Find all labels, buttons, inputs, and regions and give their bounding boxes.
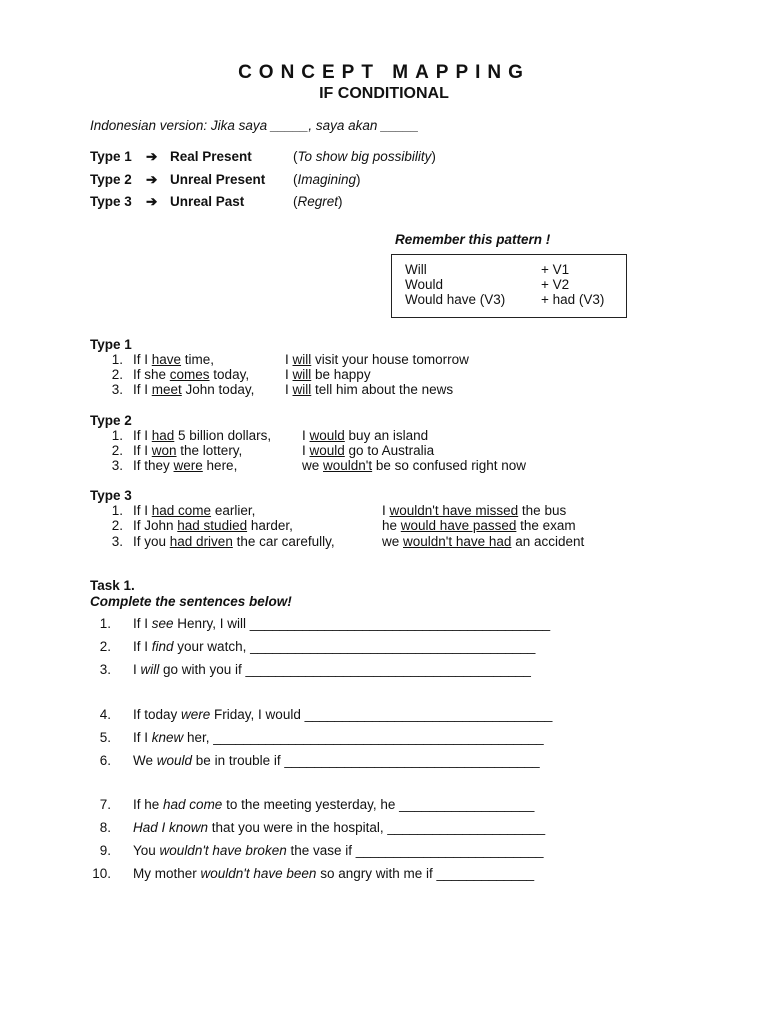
pattern-heading: Remember this pattern !	[395, 232, 551, 247]
pattern-row: Will + V1	[405, 262, 570, 277]
type-label: Type 1	[90, 149, 132, 164]
task-heading: Task 1.	[90, 578, 135, 593]
type-description: (To show big possibility)	[293, 149, 436, 164]
type-summary-row	[90, 172, 361, 187]
list-item: 3. If they were here, we wouldn't be so confused right now	[111, 458, 526, 473]
task-instruction: Complete the sentences below!	[90, 594, 292, 609]
section-heading-type1: Type 1	[90, 337, 132, 352]
section-heading-type3: Type 3	[90, 488, 132, 503]
list-item: 1. If I have time, I will visit your house tomorrow	[111, 352, 469, 367]
type-name: Real Present	[170, 149, 252, 164]
list-item: 3. If you had driven the car carefully, we wouldn't have had an accident	[111, 534, 585, 549]
list-item: 1. If I had 5 billion dollars, I would buy an island	[111, 428, 429, 443]
type-summary-row	[90, 149, 436, 164]
section-heading-type2: Type 2	[90, 413, 132, 428]
page-subtitle: IF CONDITIONAL	[319, 85, 449, 102]
list-item: 3. If I meet John today, I will tell him about the news	[111, 382, 454, 397]
list-item: 2. If I won the lottery, I would go to Australia	[111, 443, 435, 458]
pattern-row: Would + V2	[405, 277, 570, 292]
pattern-row: Would have (V3) + had (V3)	[405, 292, 605, 307]
arrow-right-icon: ➔	[146, 194, 158, 209]
type-label: Type 2	[90, 172, 132, 187]
type-description: (Regret)	[293, 194, 343, 209]
type-summary-row	[90, 194, 343, 209]
pattern-box	[391, 254, 627, 318]
type-label: Type 3	[90, 194, 132, 209]
list-item: 2. If she comes today, I will be happy	[111, 367, 371, 382]
list-item: 1. If I had come earlier, I wouldn't have missed the bus	[111, 503, 567, 518]
list-item: 2. If John had studied harder, he would have passed the exam	[111, 518, 576, 533]
page-title: CONCEPT MAPPING	[238, 62, 530, 83]
arrow-right-icon: ➔	[146, 172, 158, 187]
type-name: Unreal Past	[170, 194, 245, 209]
indonesian-version: Indonesian version: Jika saya _____, saya akan _____	[90, 118, 419, 133]
arrow-right-icon: ➔	[146, 149, 158, 164]
type-description: (Imagining)	[293, 172, 361, 187]
type-name: Unreal Present	[170, 172, 266, 187]
